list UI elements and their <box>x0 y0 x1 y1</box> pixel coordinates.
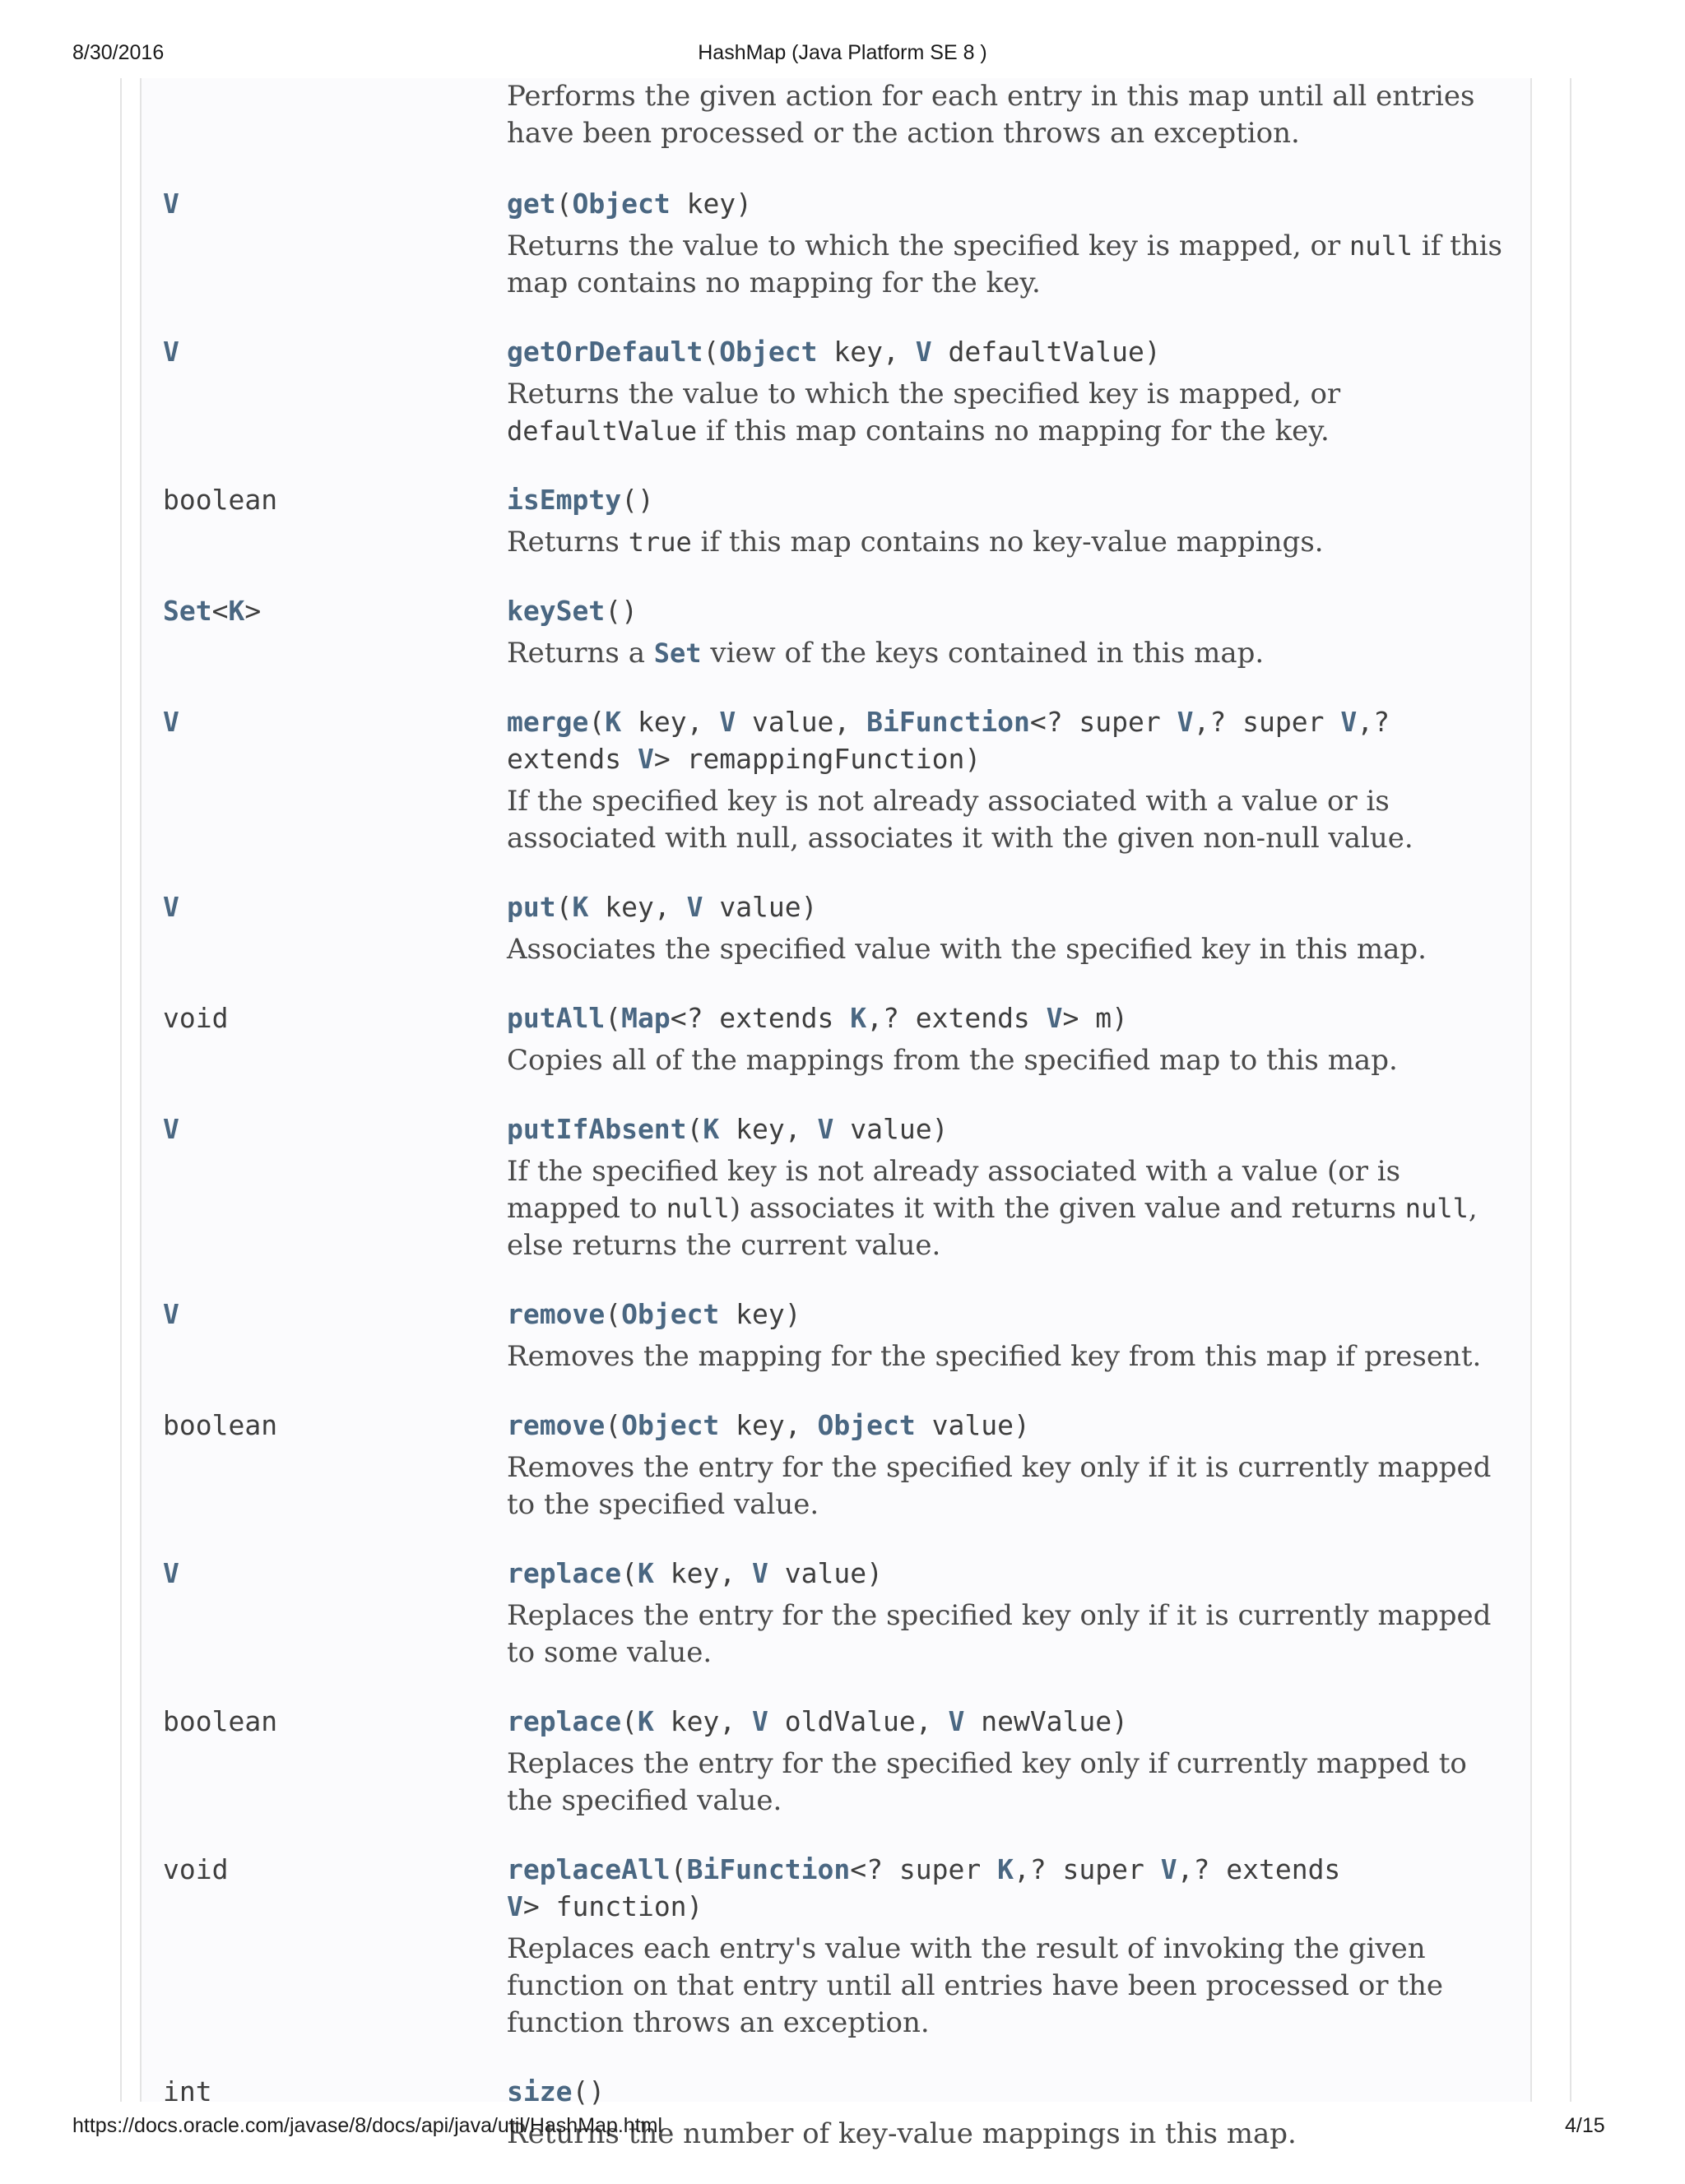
type-link[interactable]: V <box>948 1705 965 1737</box>
signature-text: ( <box>670 1853 687 1885</box>
signature-text: key, <box>588 891 687 923</box>
type-link[interactable]: V <box>1340 706 1358 738</box>
signature-text: <? super <box>850 1853 998 1885</box>
print-title: HashMap (Java Platform SE 8 ) <box>698 41 987 64</box>
method-row <box>163 2073 1512 2153</box>
method-signature <box>507 1296 1512 1333</box>
signature-text: key, <box>621 706 720 738</box>
type-link[interactable]: BiFunction <box>686 1853 851 1885</box>
method-description: Performs the given action for each entry in this map until all entries have been processed or the action throws an exception. <box>507 80 1475 150</box>
inline-code: null <box>666 1193 730 1224</box>
type-link[interactable]: K <box>572 891 589 923</box>
method-row <box>163 1111 1512 1264</box>
description-text: view of the keys contained in this map. <box>701 637 1265 670</box>
method-details <box>507 1111 1512 1264</box>
method-row <box>163 481 1512 561</box>
return-type-text: < <box>211 595 229 627</box>
method-return-type <box>163 1111 507 1264</box>
type-link[interactable]: BiFunction <box>866 706 1030 738</box>
signature-text: oldValue, <box>768 1705 949 1737</box>
inline-code: defaultValue <box>507 415 698 447</box>
method-signature <box>507 592 1512 629</box>
method-details <box>507 2073 1512 2153</box>
signature-text: <? super <box>1029 706 1177 738</box>
return-type-text: void <box>163 1853 229 1885</box>
method-signature <box>507 888 1512 925</box>
description-text: Replaces the entry for the specified key only if currently mapped to the specified value. <box>507 1747 1467 1817</box>
method-signature <box>507 2073 1512 2110</box>
return-type-text: int <box>163 2075 212 2107</box>
type-link[interactable]: V <box>915 336 932 368</box>
method-signature <box>507 1703 1512 1740</box>
method-details <box>507 333 1512 450</box>
description-text: Copies all of the mappings from the specified map to this map. <box>507 1044 1398 1077</box>
description-text: Associates the specified value with the specified key in this map. <box>507 933 1427 966</box>
signature-text: ( <box>621 1705 638 1737</box>
signature-text: > function) <box>522 1890 703 1922</box>
method-name-link[interactable]: merge <box>507 706 589 738</box>
return-type-text: boolean <box>163 1409 278 1441</box>
description-text: Returns the number of key-value mappings in this map. <box>507 2117 1297 2150</box>
type-link[interactable]: V <box>752 1557 768 1589</box>
signature-text: () <box>621 484 654 516</box>
signature-text: > remappingFunction) <box>653 743 982 775</box>
description-text: Removes the entry for the specified key only if it is currently mapped to the specified value. <box>507 1451 1492 1521</box>
return-type-link[interactable]: V <box>163 891 179 923</box>
signature-text: value) <box>703 891 818 923</box>
type-link[interactable]: K <box>703 1113 720 1145</box>
signature-text: defaultValue) <box>931 336 1161 368</box>
signature-text: key, <box>653 1705 753 1737</box>
type-link[interactable]: V <box>686 891 703 923</box>
method-name-link[interactable]: size <box>507 2075 573 2107</box>
inline-code: null <box>1348 230 1413 262</box>
method-name-link[interactable]: replaceAll <box>507 1853 671 1885</box>
signature-text: ,? super <box>1013 1853 1161 1885</box>
type-link[interactable]: K <box>997 1853 1014 1885</box>
type-link[interactable]: V <box>507 1890 523 1922</box>
method-description <box>507 1931 1512 2042</box>
method-description <box>507 1746 1512 1820</box>
type-link[interactable]: V <box>637 743 654 775</box>
signature-text: key, <box>719 1113 818 1145</box>
type-link[interactable]: Map <box>621 1002 671 1034</box>
signature-text: key) <box>719 1298 801 1330</box>
method-name-link[interactable]: putIfAbsent <box>507 1113 687 1145</box>
method-return-type <box>163 1296 507 1375</box>
method-row <box>163 333 1512 450</box>
type-link[interactable]: V <box>1160 1853 1177 1885</box>
method-row <box>163 999 1512 1079</box>
signature-text: value, <box>736 706 867 738</box>
return-type-link[interactable]: Set <box>163 595 212 627</box>
method-return-type <box>163 592 507 672</box>
print-date: 8/30/2016 <box>72 41 165 64</box>
type-link[interactable]: K <box>605 706 622 738</box>
method-details <box>507 1296 1512 1375</box>
method-details <box>507 185 1512 302</box>
inline-type-link[interactable]: Set <box>653 638 702 669</box>
type-link[interactable]: K <box>637 1705 654 1737</box>
method-signature <box>507 481 1512 518</box>
return-type-link[interactable]: V <box>163 706 179 738</box>
type-link[interactable]: V <box>817 1113 834 1145</box>
method-signature <box>507 1407 1512 1444</box>
signature-text: ( <box>605 1298 622 1330</box>
method-details <box>507 888 1512 968</box>
signature-text: key, <box>817 336 916 368</box>
method-signature <box>507 1851 1512 1925</box>
signature-text: ,? extends <box>507 706 1406 775</box>
method-name-link[interactable]: keySet <box>507 595 606 627</box>
method-return-type <box>163 888 507 968</box>
signature-text: > m) <box>1062 1002 1129 1034</box>
method-details <box>507 999 1512 1079</box>
method-row <box>163 185 1512 302</box>
method-name-link[interactable]: remove <box>507 1409 606 1441</box>
method-name-link[interactable]: getOrDefault <box>507 336 703 368</box>
description-text: if this map contains no mapping for the key. <box>697 415 1330 447</box>
description-text: Replaces each entry's value with the result of invoking the given function on that entry until all entries have been processed or the function throws an exception. <box>507 1932 1444 2039</box>
return-type-text: > <box>244 595 262 627</box>
method-details <box>507 703 1512 857</box>
signature-text: () <box>572 2075 606 2107</box>
method-return-type <box>163 78 507 152</box>
description-text: Returns the value to which the specified key is mapped, or <box>507 230 1349 262</box>
return-type-link[interactable]: K <box>228 595 245 627</box>
description-text: Removes the mapping for the specified key from this map if present. <box>507 1340 1482 1373</box>
method-name-link[interactable]: isEmpty <box>507 484 622 516</box>
method-row-continued <box>163 78 1512 152</box>
method-signature <box>507 999 1512 1036</box>
return-type-text: void <box>163 1002 229 1034</box>
method-return-type <box>163 481 507 561</box>
method-signature <box>507 1555 1512 1592</box>
type-link[interactable]: Object <box>719 336 818 368</box>
description-text: Returns a <box>507 637 654 670</box>
method-return-type <box>163 1703 507 1820</box>
type-link[interactable]: V <box>1046 1002 1063 1034</box>
method-description <box>507 376 1512 450</box>
description-text: if this map contains no mapping for the key. <box>507 230 1502 299</box>
method-description <box>507 1597 1512 1672</box>
type-link[interactable]: K <box>850 1002 867 1034</box>
method-details <box>507 481 1512 561</box>
method-details <box>507 592 1512 672</box>
signature-text: ,? extends <box>866 1002 1047 1034</box>
method-name-link[interactable]: putAll <box>507 1002 606 1034</box>
method-description <box>507 1153 1512 1264</box>
method-description <box>507 783 1512 857</box>
method-row <box>163 1703 1512 1820</box>
inline-code: true <box>628 526 692 558</box>
method-return-type <box>163 703 507 857</box>
method-return-type <box>163 333 507 450</box>
signature-text: value) <box>833 1113 949 1145</box>
method-name-link[interactable]: get <box>507 188 556 220</box>
print-url: https://docs.oracle.com/javase/8/docs/api/java/util/HashMap.html <box>72 2114 663 2137</box>
method-details <box>507 1555 1512 1672</box>
method-return-type <box>163 2073 507 2153</box>
method-description <box>507 931 1512 968</box>
method-return-type <box>163 185 507 302</box>
signature-text: <? extends <box>670 1002 851 1034</box>
signature-text: ( <box>555 891 573 923</box>
method-row <box>163 1407 1512 1523</box>
description-text: Returns the value to which the specified key is mapped, or <box>507 378 1341 410</box>
signature-text: ( <box>555 188 573 220</box>
return-type-link[interactable]: V <box>163 1557 179 1589</box>
type-link[interactable]: Object <box>817 1409 916 1441</box>
signature-text: ( <box>686 1113 703 1145</box>
method-description <box>507 228 1512 302</box>
method-return-type <box>163 1555 507 1672</box>
description-text: Replaces the entry for the specified key only if it is currently mapped to some value. <box>507 1599 1492 1669</box>
signature-text: key) <box>670 188 753 220</box>
return-type-link[interactable]: V <box>163 188 179 220</box>
method-description <box>507 1449 1512 1523</box>
method-name-link[interactable]: replace <box>507 1557 622 1589</box>
method-row <box>163 592 1512 672</box>
method-list <box>163 185 1512 2153</box>
signature-text: ,? extends <box>1177 1853 1341 1885</box>
signature-text: ( <box>605 1002 622 1034</box>
return-type-text: boolean <box>163 484 278 516</box>
signature-text: () <box>605 595 638 627</box>
method-details <box>507 1407 1512 1523</box>
method-signature <box>507 333 1512 370</box>
signature-text: ( <box>605 1409 622 1441</box>
method-signature <box>507 703 1512 777</box>
inline-code: null <box>1404 1193 1469 1224</box>
type-link[interactable]: V <box>1177 706 1194 738</box>
type-link[interactable]: V <box>752 1705 768 1737</box>
return-type-link[interactable]: V <box>163 336 179 368</box>
type-link[interactable]: Object <box>572 188 671 220</box>
method-return-type <box>163 999 507 1079</box>
description-text: If the specified key is not already associated with a value or is associated with null, associates it with the given non-null value. <box>507 785 1413 855</box>
signature-text: ( <box>621 1557 638 1589</box>
return-type-link[interactable]: V <box>163 1113 179 1145</box>
method-return-type <box>163 1851 507 2042</box>
method-signature <box>507 185 1512 222</box>
method-row <box>163 1296 1512 1375</box>
type-link[interactable]: K <box>637 1557 654 1589</box>
description-text: ) associates it with the given value and returns <box>729 1192 1405 1225</box>
signature-text: value) <box>768 1557 883 1589</box>
return-type-link[interactable]: V <box>163 1298 179 1330</box>
method-summary-table <box>163 78 1512 2184</box>
signature-text: value) <box>915 1409 1030 1441</box>
type-link[interactable]: V <box>719 706 736 738</box>
description-text: If the specified key is not already associated with a value (or is mapped to <box>507 1155 1401 1225</box>
signature-text: newValue) <box>964 1705 1129 1737</box>
signature-text: key, <box>719 1409 818 1441</box>
signature-text: ( <box>703 336 720 368</box>
type-link[interactable]: Object <box>621 1409 720 1441</box>
method-description <box>507 635 1512 672</box>
method-row <box>163 1555 1512 1672</box>
description-text: , else returns the current value. <box>507 1192 1478 1262</box>
method-details <box>507 1703 1512 1820</box>
method-row <box>163 888 1512 968</box>
signature-text: key, <box>653 1557 753 1589</box>
signature-text: ( <box>588 706 606 738</box>
method-description <box>507 1338 1512 1375</box>
description-text: if this map contains no key-value mappings. <box>691 526 1324 559</box>
method-details <box>507 1851 1512 2042</box>
type-link[interactable]: Object <box>621 1298 720 1330</box>
method-name-link[interactable]: replace <box>507 1705 622 1737</box>
method-description <box>507 1042 1512 1079</box>
method-name-link[interactable]: put <box>507 891 556 923</box>
return-type-text: boolean <box>163 1705 278 1737</box>
method-row <box>163 703 1512 857</box>
page-number: 4/15 <box>1565 2114 1605 2137</box>
method-name-link[interactable]: remove <box>507 1298 606 1330</box>
method-description <box>507 524 1512 561</box>
method-signature <box>507 1111 1512 1148</box>
signature-text: ,? super <box>1193 706 1341 738</box>
method-row <box>163 1851 1512 2042</box>
method-return-type <box>163 1407 507 1523</box>
description-text: Returns <box>507 526 629 559</box>
